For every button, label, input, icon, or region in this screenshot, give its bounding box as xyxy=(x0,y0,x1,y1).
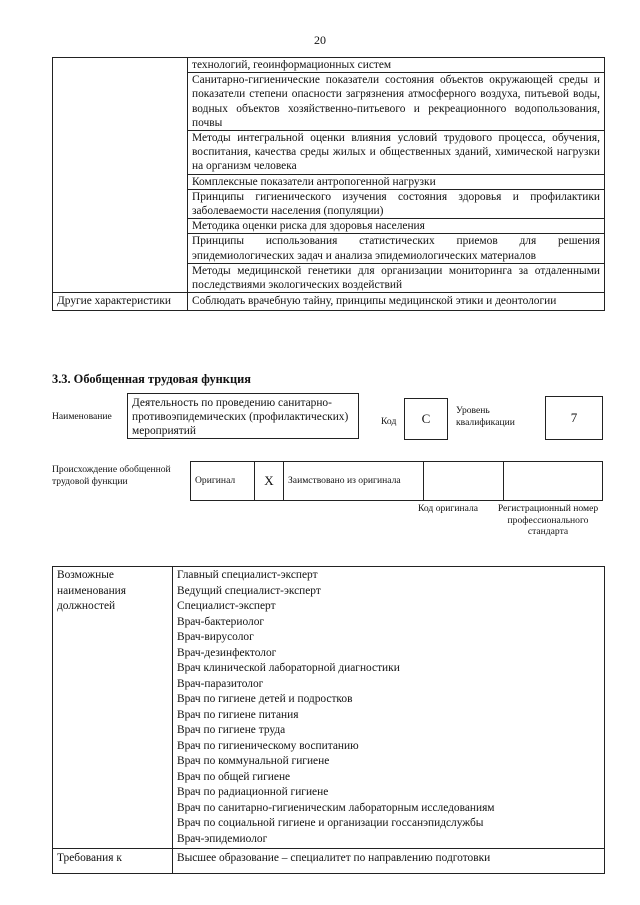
knowledge-row: Методика оценки риска для здоровья населения xyxy=(188,219,605,234)
requirements-table xyxy=(52,848,605,874)
knowledge-row: Принципы гигиенического изучения состояния здоровья и профилактики заболеваемости населения (популяции) xyxy=(188,189,605,218)
position-item: Врач по гигиене питания xyxy=(177,708,299,721)
origin-label: Происхождение обобщенной трудовой функции xyxy=(52,464,171,487)
position-item: Врач по социальной гигиене и организации госсанэпидслужбы xyxy=(177,817,484,829)
knowledge-row: технологий, геоинформационных систем xyxy=(188,58,605,73)
reg-number-cell xyxy=(504,462,603,501)
page-number: 20 xyxy=(314,33,326,47)
section-heading: 3.3. Обобщенная трудовая функция xyxy=(52,372,251,386)
reg-number-label: Регистрационный номер профессионального стандарта xyxy=(497,503,599,537)
qualification-level-label: Уровень квалификации xyxy=(456,405,515,428)
position-item: Врач клинической лабораторной диагностики xyxy=(177,662,400,674)
position-item: Врач-вирусолог xyxy=(177,631,254,643)
other-characteristics-value: Соблюдать врачебную тайну, принципы медицинской этики и деонтологии xyxy=(188,293,605,311)
code-label: Код xyxy=(381,416,397,427)
position-item: Ведущий специалист-эксперт xyxy=(177,584,321,597)
position-item: Врач по радиационной гигиене xyxy=(177,786,329,798)
requirements-value: Высшее образование – специалитет по направлению подготовки xyxy=(173,849,605,874)
knowledge-row: Санитарно-гигиенические показатели состояния объектов окружающей среды и показатели степени опасности загрязнения атмосферного воздуха, питьевой воды, водных объектов хозяйственно-питьевого и рекреационного водопользования, почвы xyxy=(188,73,605,131)
positions-list-cell xyxy=(173,567,605,849)
position-item: Врач-эпидемиолог xyxy=(177,832,268,845)
position-item: Врач-дезинфектолог xyxy=(177,646,277,659)
knowledge-row: Комплексные показатели антропогенной нагрузки xyxy=(188,174,605,189)
position-item: Врач по гигиеническому воспитанию xyxy=(177,739,359,752)
knowledge-label-cell xyxy=(53,58,188,293)
knowledge-row: Методы интегральной оценки влияния условий трудового процесса, обучения, воспитания, качества среды жилых и общественных зданий, химической нагрузки на организм человека xyxy=(188,131,605,175)
knowledge-row: Методы медицинской генетики для организации мониторинга за отдаленными последствиями экологических воздействий xyxy=(188,263,605,292)
original-mark-cell: X xyxy=(255,462,284,501)
function-name-box: Деятельность по проведению санитарно-противоэпидемических (профилактических) мероприятий xyxy=(127,393,359,439)
knowledge-table xyxy=(52,57,605,311)
position-item: Врач-паразитолог xyxy=(177,677,264,690)
positions-label: Возможные наименования должностей xyxy=(53,567,173,849)
origin-table xyxy=(190,461,603,501)
position-item: Специалист-эксперт xyxy=(177,600,276,612)
borrowed-label-cell: Заимствовано из оригинала xyxy=(284,462,424,501)
requirements-label: Требования к xyxy=(53,849,173,874)
position-item: Врач по коммунальной гигиене xyxy=(177,755,330,767)
code-value-box: C xyxy=(404,398,448,440)
knowledge-row: Принципы использования статистических приемов для решения эпидемиологических задач и анализа эпидемиологических материалов xyxy=(188,234,605,263)
origin-code-label: Код оригинала xyxy=(417,503,479,514)
original-label-cell: Оригинал xyxy=(191,462,255,501)
other-characteristics-label: Другие характеристики xyxy=(53,293,188,311)
position-item: Врач по общей гигиене xyxy=(177,770,291,783)
position-item: Врач по гигиене труда xyxy=(177,724,286,736)
position-item: Врач-бактериолог xyxy=(177,615,265,628)
qualification-level-box: 7 xyxy=(545,396,603,440)
position-item: Главный специалист-эксперт xyxy=(177,569,318,581)
position-item: Врач по санитарно-гигиеническим лабораторным исследованиям xyxy=(177,801,495,814)
origin-code-cell xyxy=(424,462,504,501)
name-label: Наименование xyxy=(52,411,112,422)
positions-table xyxy=(52,566,605,849)
position-item: Врач по гигиене детей и подростков xyxy=(177,693,353,705)
